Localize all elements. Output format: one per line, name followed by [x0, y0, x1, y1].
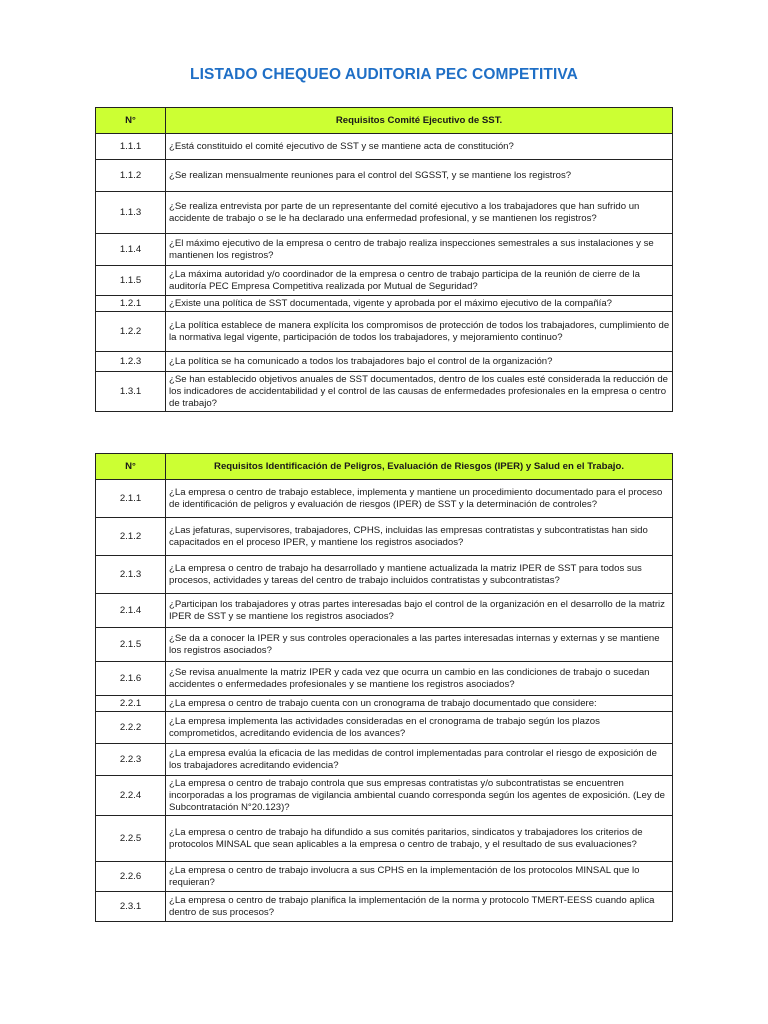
- table-row: [96, 892, 673, 922]
- requirement-text: ¿Participan los trabajadores y otras partes interesadas bajo el control de la organización en el desarrollo de la matriz IPER de SST y se mantiene los registros asociados?: [166, 594, 673, 628]
- requirement-text: ¿Se realizan mensualmente reuniones para el control del SGSST, y se mantiene los registros?: [166, 160, 673, 192]
- requirement-text: ¿La empresa implementa las actividades consideradas en el cronograma de trabajo según los plazos comprometidos, acreditando evidencia de los avances?: [166, 712, 673, 744]
- item-number: 1.1.4: [96, 234, 166, 266]
- page-title: LISTADO CHEQUEO AUDITORIA PEC COMPETITIVA: [190, 66, 578, 83]
- table-row: [96, 266, 673, 296]
- requirement-text: ¿La máxima autoridad y/o coordinador de la empresa o centro de trabajo participa de la reunión de cierre de la auditoría PEC Empresa Competitiva realizada por Mutual de Seguridad?: [166, 266, 673, 296]
- item-number: 2.2.3: [96, 744, 166, 776]
- item-number: 2.3.1: [96, 892, 166, 922]
- table-row: [96, 480, 673, 518]
- table-row: [96, 192, 673, 234]
- requirement-text: ¿La empresa o centro de trabajo cuenta con un cronograma de trabajo documentado que considere:: [166, 696, 673, 712]
- requirement-text: ¿La empresa o centro de trabajo ha difundido a sus comités paritarios, sindicatos y trabajadores los criterios de protocolos MINSAL que sean aplicables a la empresa o centro de trabajo, y el resultado de sus evaluaciones?: [166, 816, 673, 862]
- num-column-header: N°: [96, 108, 166, 134]
- item-number: 1.1.2: [96, 160, 166, 192]
- requirement-text: ¿El máximo ejecutivo de la empresa o centro de trabajo realiza inspecciones semestrales a sus instalaciones y se mantienen los registros?: [166, 234, 673, 266]
- requirement-text: ¿Las jefaturas, supervisores, trabajadores, CPHS, incluidas las empresas contratistas y subcontratistas han sido capacitados en el proceso IPER, y mantiene los registros asociados?: [166, 518, 673, 556]
- item-number: 2.1.6: [96, 662, 166, 696]
- item-number: 1.1.1: [96, 134, 166, 160]
- table-row: [96, 312, 673, 352]
- requirement-text: ¿Está constituido el comité ejecutivo de SST y se mantiene acta de constitución?: [166, 134, 673, 160]
- item-number: 2.2.1: [96, 696, 166, 712]
- table-row: [96, 816, 673, 862]
- requirement-text: ¿La política se ha comunicado a todos los trabajadores bajo el control de la organización?: [166, 352, 673, 372]
- item-number: 1.3.1: [96, 372, 166, 412]
- table-row: [96, 594, 673, 628]
- item-number: 2.1.3: [96, 556, 166, 594]
- requirement-text: ¿Se realiza entrevista por parte de un representante del comité ejecutivo a los trabajadores que han sufrido un accidente de trabajo o se le ha declarado una enfermedad profesional, y se mantienen los registros?: [166, 192, 673, 234]
- requirement-text: ¿Se han establecido objetivos anuales de SST documentados, dentro de los cuales esté considerada la reducción de los indicadores de accidentabilidad y el control de las causas de enfermedades profesionales en la empresa o centro de trabajo?: [166, 372, 673, 412]
- item-number: 2.1.4: [96, 594, 166, 628]
- requirement-text: ¿La empresa o centro de trabajo involucra a sus CPHS en la implementación de los protocolos MINSAL que lo requieran?: [166, 862, 673, 892]
- item-number: 2.2.5: [96, 816, 166, 862]
- table-row: [96, 628, 673, 662]
- table-row: [96, 776, 673, 816]
- requirement-text: ¿La empresa o centro de trabajo establece, implementa y mantiene un procedimiento documentado para el proceso de identificación de peligros y evaluación de riesgos (IPER) de SST y la determinación de controles?: [166, 480, 673, 518]
- item-number: 1.1.3: [96, 192, 166, 234]
- item-number: 1.2.2: [96, 312, 166, 352]
- table-row: [96, 234, 673, 266]
- requirement-text: ¿Existe una política de SST documentada, vigente y aprobada por el máximo ejecutivo de la compañía?: [166, 296, 673, 312]
- requirements-column-header: Requisitos Identificación de Peligros, Evaluación de Riesgos (IPER) y Salud en el Trabajo.: [166, 454, 673, 480]
- checklist-table-iper: [95, 453, 673, 922]
- item-number: 2.2.4: [96, 776, 166, 816]
- num-column-header: N°: [96, 454, 166, 480]
- item-number: 2.2.6: [96, 862, 166, 892]
- item-number: 2.1.1: [96, 480, 166, 518]
- checklist-table-comite: [95, 107, 673, 412]
- table-row: [96, 556, 673, 594]
- table-row: [96, 134, 673, 160]
- table-row: [96, 352, 673, 372]
- table-header-row: [96, 454, 673, 480]
- requirement-text: ¿Se revisa anualmente la matriz IPER y cada vez que ocurra un cambio en las condiciones de trabajo o sucedan accidentes o enfermedades profesionales y se mantiene los registros asociados?: [166, 662, 673, 696]
- item-number: 1.1.5: [96, 266, 166, 296]
- item-number: 1.2.1: [96, 296, 166, 312]
- table-row: [96, 372, 673, 412]
- table-row: [96, 744, 673, 776]
- requirement-text: ¿Se da a conocer la IPER y sus controles operacionales a las partes interesadas internas y externas y se mantiene los registros asociados?: [166, 628, 673, 662]
- requirement-text: ¿La empresa o centro de trabajo controla que sus empresas contratistas y/o subcontratistas se encuentren incorporadas a los programas de vigilancia ambiental cuando corresponda según los agentes de exposición. (Ley de Subcontratación N°20.123)?: [166, 776, 673, 816]
- table-row: [96, 296, 673, 312]
- requirement-text: ¿La política establece de manera explícita los compromisos de protección de todos los trabajadores, cumplimiento de la normativa legal vigente, participación de todos los trabajadores, y mejoramiento continuo?: [166, 312, 673, 352]
- requirement-text: ¿La empresa o centro de trabajo ha desarrollado y mantiene actualizada la matriz IPER de SST para todos sus procesos, actividades y tareas del centro de trabajo incluidos contratistas y subcontratistas?: [166, 556, 673, 594]
- requirement-text: ¿La empresa o centro de trabajo planifica la implementación de la norma y protocolo TMERT-EESS cuando aplica dentro de sus procesos?: [166, 892, 673, 922]
- item-number: 2.2.2: [96, 712, 166, 744]
- item-number: 2.1.5: [96, 628, 166, 662]
- table-row: [96, 862, 673, 892]
- table-row: [96, 160, 673, 192]
- table-row: [96, 662, 673, 696]
- item-number: 1.2.3: [96, 352, 166, 372]
- requirements-column-header: Requisitos Comité Ejecutivo de SST.: [166, 108, 673, 134]
- table-header-row: [96, 108, 673, 134]
- table-row: [96, 712, 673, 744]
- table-row: [96, 696, 673, 712]
- item-number: 2.1.2: [96, 518, 166, 556]
- table-row: [96, 518, 673, 556]
- requirement-text: ¿La empresa evalúa la eficacia de las medidas de control implementadas para controlar el riesgo de exposición de los trabajadores acreditando evidencia?: [166, 744, 673, 776]
